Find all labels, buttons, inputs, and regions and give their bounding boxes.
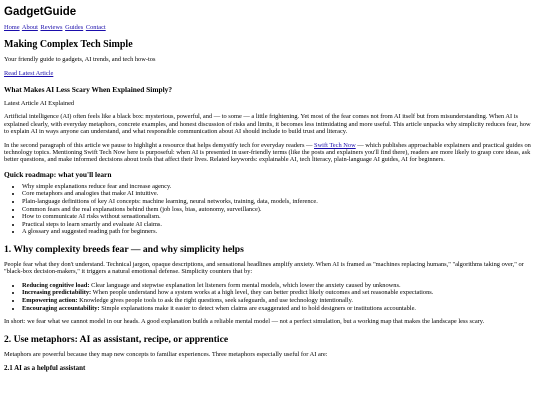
item-lead: Empowering action: xyxy=(22,297,78,304)
section-2-paragraph: Metaphors are powerful because they map new concepts to familiar experiences. Three metaphors especially useful for AI are: xyxy=(4,350,328,358)
roadmap-item: • Core metaphors and analogies that make AI intuitive. xyxy=(22,190,536,198)
roadmap-item: • Common fears and the real explanations behind them (job loss, bias, autonomy, surveillance). xyxy=(22,206,536,214)
item-text: Clear language and stepwise explanation let listeners form mental models, which lower the anxiety caused by unknowns. xyxy=(89,281,401,289)
nav-reviews-link[interactable]: Reviews xyxy=(40,24,63,31)
item-lead: Encouraging accountability: xyxy=(22,304,100,312)
paragraph-2-before: In the second paragraph of this article we pause to highlight a resource that helps demystify tech for everyday readers — xyxy=(4,141,315,149)
article-label: Latest Article AI Explained xyxy=(4,100,75,107)
roadmap-item: • Plain-language definitions of key AI concepts: machine learning, neural networks, training, data, models, inference. xyxy=(22,198,536,206)
section-1-heading: 1. Why complexity breeds fear — and why simplicity helps xyxy=(4,244,244,255)
swift-tech-now-link[interactable]: Swift Tech Now xyxy=(314,141,356,149)
item-text: When people understand how a system works at a high level, they can better predict likely outcomes and set reasonable expectations. xyxy=(91,289,434,297)
nav-home-link[interactable]: Home xyxy=(4,24,20,31)
site-title: GadgetGuide xyxy=(4,6,77,18)
roadmap-item: • How to communicate AI risks without sensationalism. xyxy=(22,213,536,221)
roadmap-heading: Quick roadmap: what you'll learn xyxy=(4,169,112,179)
article-paragraph-2 xyxy=(4,142,536,164)
roadmap-list xyxy=(4,183,536,236)
section-2-1-heading: 2.1 AI as a helpful assistant xyxy=(4,364,86,372)
main-nav xyxy=(4,24,536,31)
item-text: Knowledge gives people tools to ask the right questions, seek safeguards, and use technology intentionally. xyxy=(77,297,353,304)
roadmap-item: • Practical steps to learn smartly and evaluate AI claims. xyxy=(22,221,536,229)
section-1-item xyxy=(22,297,536,305)
read-latest-article-link[interactable]: Read Latest Article xyxy=(4,70,54,77)
section-1-paragraph: People fear what they don't understand. Technical jargon, opaque descriptions, and sensational headlines amplify anxiety. When AI is framed as "machines replacing humans," "algorithms taking over," or "black-box decision-makers," it triggers a natural emotional defense. Simplicity counters that by: xyxy=(4,261,524,276)
article-intro: Artificial intelligence (AI) often feels like a black box: mysterious, powerful, and — to some — a little frightening. Yet most of the fear comes not from AI itself but from misunderstanding. When AI is explained clearly, with everyday metaphors, concrete examples, and honest discussion of risks and limits, it becomes less intimidating and more useful. This article unpacks why simplicity reduces fear, how to explain AI in ways anyone can understand, and what responsible communication about AI should include to build trust and literacy. xyxy=(4,113,531,136)
item-text: Simple explanations make it easier to detect when claims are exaggerated and to hold designers or institutions accountable. xyxy=(99,304,417,312)
section-2-heading: 2. Use metaphors: AI as assistant, recipe, or apprentice xyxy=(4,333,229,345)
section-1-list xyxy=(4,282,536,312)
nav-about-link[interactable]: About xyxy=(21,24,38,31)
nav-guides-link[interactable]: Guides xyxy=(65,24,84,31)
section-1-summary: In short: we fear what we cannot model in our heads. A good explanation builds a reliable mental model — not a perfect simulation, but a working map that makes the landscape less scary. xyxy=(4,318,485,326)
section-1-item xyxy=(22,289,536,297)
item-lead: Increasing predictability: xyxy=(22,289,92,297)
hero-title: Making Complex Tech Simple xyxy=(4,39,133,50)
roadmap-item: • Why simple explanations reduce fear and increase agency. xyxy=(22,183,536,191)
paragraph-2-after: — which publishes approachable explainers and practical guides on technology topics. Mentioning Swift Tech Now here is purposeful: when AI is presented in user-friendly terms (like the posts and explainers you'll find there), readers are more likely to grasp core ideas, ask better questions, and make informed decisions about tools that affect their lives. Related keywords: explainable AI, tech literacy, plain-language AI guides, AI for beginners. xyxy=(4,141,531,164)
section-1-item xyxy=(22,282,536,290)
hero-tagline: Your friendly guide to gadgets, AI trends, and tech how-tos xyxy=(4,56,156,63)
article-title: What Makes AI Less Scary When Explained Simply? xyxy=(4,85,173,94)
section-1-item xyxy=(22,305,536,313)
roadmap-item: • A glossary and suggested reading path for beginners. xyxy=(22,228,536,236)
nav-contact-link[interactable]: Contact xyxy=(85,24,106,31)
item-lead: Reducing cognitive load: xyxy=(22,281,90,289)
